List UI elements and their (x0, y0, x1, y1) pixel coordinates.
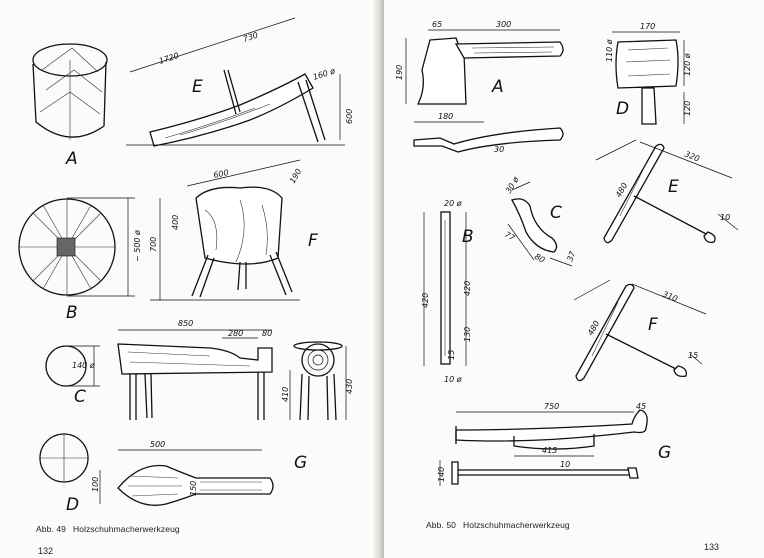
dim-b-420a: 420 (421, 292, 430, 308)
figure-f-auger (574, 280, 706, 381)
dim-b-10: 10 ø (444, 375, 462, 384)
dim-e-1720: 1720 (157, 51, 180, 66)
dim-a-190: 190 (395, 64, 404, 80)
right-page-illustrations (384, 0, 764, 558)
caption-abb-50 (426, 520, 570, 530)
label-b: B (66, 303, 78, 323)
dim-c-140: 140 ø (72, 361, 95, 370)
dim-g-850: 850 (178, 319, 194, 328)
dim-b-130: 130 (463, 326, 472, 342)
dim-d-120a: 120 ø (683, 53, 692, 76)
caption-text: Holzschuhmacherwerkzeug (463, 520, 570, 530)
dim-g-140: 140 (437, 466, 446, 482)
label-c: C (74, 387, 86, 407)
dim-b-15: 15 (447, 349, 456, 360)
dim-d-170: 170 (640, 22, 656, 31)
figure-a-block (33, 44, 107, 169)
dim-f-15: 15 (688, 351, 699, 360)
dim-g-410: 410 (281, 386, 290, 402)
dim-f-600: 600 (212, 167, 230, 180)
label-f: F (648, 315, 658, 335)
dim-g-280: 280 (228, 329, 244, 338)
label-g: G (294, 453, 308, 473)
figure-c-hook (503, 175, 578, 266)
figure-g-drawknife (437, 402, 671, 486)
dim-f-400: 400 (171, 214, 180, 230)
dim-b-20: 20 ø (444, 199, 462, 208)
dim-e-600: 600 (345, 108, 354, 124)
dim-a-30: 30 (494, 145, 505, 154)
figure-a-axe (395, 20, 563, 154)
dim-e-480: 480 (613, 181, 630, 199)
label-e: E (668, 177, 679, 197)
dim-e-10: 10 (720, 213, 731, 222)
label-e: E (192, 77, 203, 97)
page-number-left: 132 (38, 546, 54, 556)
dim-g-415: 415 (542, 446, 558, 455)
figure-e-bench (126, 18, 354, 146)
figure-f-chopping-block (149, 160, 318, 300)
page-number-right: 133 (704, 542, 720, 552)
label-d: D (66, 495, 80, 515)
label-g: G (658, 443, 672, 463)
dim-f-700: 700 (149, 236, 158, 252)
caption-text: Holzschuhmacherwerkzeug (73, 524, 180, 534)
dim-a-65: 65 (432, 20, 443, 29)
dim-c-80: 80 (533, 251, 547, 265)
right-page (384, 0, 764, 558)
label-d: D (616, 99, 630, 119)
figure-d-club (40, 434, 273, 515)
dim-e-730: 730 (241, 30, 260, 44)
figure-b-round-block (19, 198, 142, 323)
dim-b-420b: 420 (463, 280, 472, 296)
dim-g-80: 80 (262, 329, 273, 338)
dim-c-37: 37 (565, 250, 578, 263)
left-page-illustrations (0, 0, 380, 558)
label-a: A (66, 149, 78, 169)
dim-f-310: 310 (661, 289, 679, 304)
dim-g-750: 750 (544, 402, 560, 411)
figure-d-mallet (605, 22, 692, 124)
label-a: A (492, 77, 504, 97)
dim-b-500: ~ 500 ø (133, 230, 142, 262)
dim-f-190: 190 (287, 167, 304, 185)
dim-f-480: 480 (585, 319, 602, 337)
dim-g-10: 10 (560, 460, 571, 469)
figure-b-rod (421, 199, 474, 384)
dim-g-45: 45 (636, 402, 647, 411)
caption-number: Abb. 50 (426, 520, 457, 530)
dim-e-320: 320 (683, 149, 701, 164)
caption-number: Abb. 49 (36, 524, 67, 534)
label-c: C (550, 203, 562, 223)
dim-d-150: 150 (189, 480, 198, 496)
figure-e-auger (596, 140, 738, 243)
figure-c-disc (46, 346, 100, 407)
dim-d-110: 110 ø (605, 39, 614, 62)
caption-abb-49 (36, 524, 180, 534)
dim-d-120b: 120 (683, 100, 692, 116)
label-b: B (462, 227, 474, 247)
left-page (0, 0, 380, 558)
dim-d-500: 500 (150, 440, 166, 449)
dim-a-300: 300 (496, 20, 512, 29)
dim-a-180: 180 (438, 112, 454, 121)
dim-c-30: 30 ø (503, 175, 521, 195)
dim-c-77: 77 (503, 229, 517, 243)
label-f: F (308, 231, 318, 251)
dim-g-430: 430 (345, 378, 354, 394)
dim-e-160: 160 ø (311, 66, 337, 82)
dim-d-100: 100 (91, 476, 100, 492)
